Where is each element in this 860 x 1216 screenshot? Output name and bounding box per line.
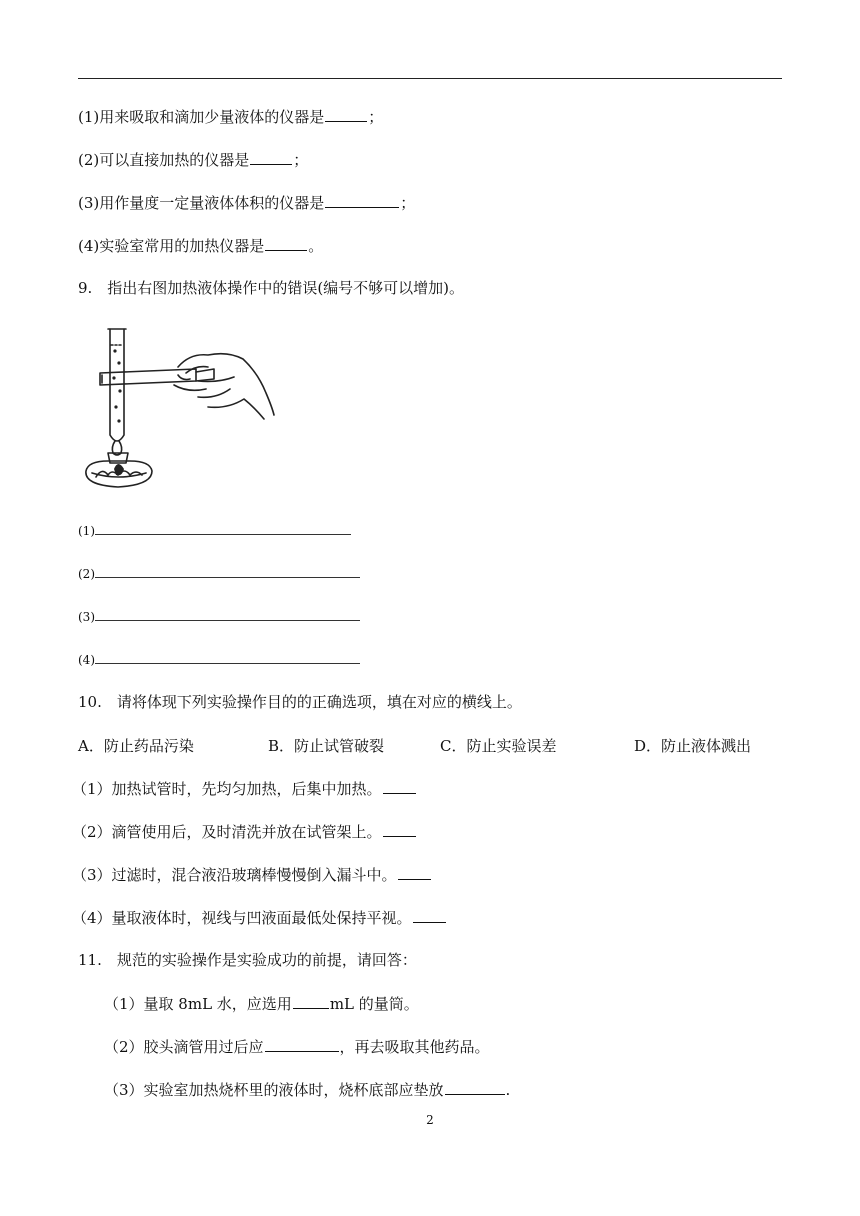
header-rule [78,78,782,79]
q10-title: 10. 请将体现下列实验操作目的的正确选项，填在对应的横线上。 [78,693,522,711]
q10-option-d: D．防止液体溅出 [634,737,752,755]
q11-item-1-suffix: mL 的量筒。 [329,995,419,1013]
q10-item-1 [72,778,417,799]
q8-item-4-text: (4)实验室常用的加热仪器是 [78,237,265,255]
q10-item-3-text: （3）过滤时，混合液沿玻璃棒慢慢倒入漏斗中。 [72,866,397,884]
q11-item-2-text: （2）胶头滴管用过后应 [104,1038,264,1056]
q10-option-b: B．防止试管破裂 [268,737,385,755]
q9-answer-2-line[interactable] [95,566,360,578]
q8-blank-2[interactable] [250,149,292,165]
q11-title: 11. 规范的实验操作是实验成功的前提，请回答： [78,951,417,969]
q8-item-1 [78,106,383,127]
q8-item-2 [78,149,308,170]
q10-blank-3[interactable] [398,864,431,880]
q9-answer-3-line[interactable] [95,609,360,621]
q9-answer-4 [78,652,360,668]
q9-answer-4-label: (4) [78,653,95,667]
q11-item-1 [104,993,419,1014]
q10-option-a: A．防止药品污染 [78,737,194,755]
q11-item-2 [104,1036,490,1057]
q9-answer-4-line[interactable] [95,652,360,664]
q11-blank-1[interactable] [293,993,329,1009]
page-number: 2 [426,1113,434,1127]
q11-item-1-text: （1）量取 8mL 水，应选用 [104,995,292,1013]
q9-answer-3-label: (3) [78,610,95,624]
q11-item-2-suffix: ，再去吸取其他药品。 [339,1038,490,1056]
q8-item-4-suffix: 。 [308,237,324,255]
q8-blank-3[interactable] [325,192,399,208]
q10-blank-4[interactable] [413,907,446,923]
q8-item-1-text: (1)用来吸取和滴加少量液体的仪器是 [78,108,325,126]
q8-blank-1[interactable] [325,106,367,122]
q8-blank-4[interactable] [265,235,307,251]
q8-item-2-text: (2)可以直接加热的仪器是 [78,151,250,169]
q8-item-4 [78,235,323,256]
q8-item-3-suffix: ； [400,194,416,212]
q9-answer-2-label: (2) [78,567,95,581]
q9-answer-1 [78,523,351,539]
q10-item-3 [72,864,432,885]
q11-item-3 [104,1079,510,1100]
q11-item-3-text: （3）实验室加热烧杯里的液体时，烧杯底部应垫放 [104,1081,444,1099]
q8-item-1-suffix: ； [368,108,384,126]
q9-answer-2 [78,566,360,582]
q9-answer-3 [78,609,360,625]
q11-item-3-suffix: . [505,1081,511,1099]
q9-title: 9. 指出右图加热液体操作中的错误(编号不够可以增加)。 [78,279,465,297]
q10-blank-2[interactable] [383,821,416,837]
alcohol-lamp-test-tube-illustration [78,323,278,493]
q11-blank-2[interactable] [265,1036,339,1052]
q8-item-2-suffix: ； [293,151,309,169]
q10-item-2 [72,821,417,842]
q9-answer-1-label: (1) [78,524,95,538]
q9-answer-1-line[interactable] [95,523,351,535]
q10-blank-1[interactable] [383,778,416,794]
q10-item-4 [72,907,447,928]
q10-item-1-text: （1）加热试管时，先均匀加热，后集中加热。 [72,780,382,798]
q10-item-4-text: （4）量取液体时，视线与凹液面最低处保持平视。 [72,909,412,927]
heating-test-tube-figure [78,323,278,493]
q8-item-3-text: (3)用作量度一定量液体体积的仪器是 [78,194,325,212]
q11-blank-3[interactable] [445,1079,505,1095]
q10-item-2-text: （2）滴管使用后，及时清洗并放在试管架上。 [72,823,382,841]
q10-option-c: C．防止实验误差 [440,737,557,755]
q8-item-3 [78,192,415,213]
